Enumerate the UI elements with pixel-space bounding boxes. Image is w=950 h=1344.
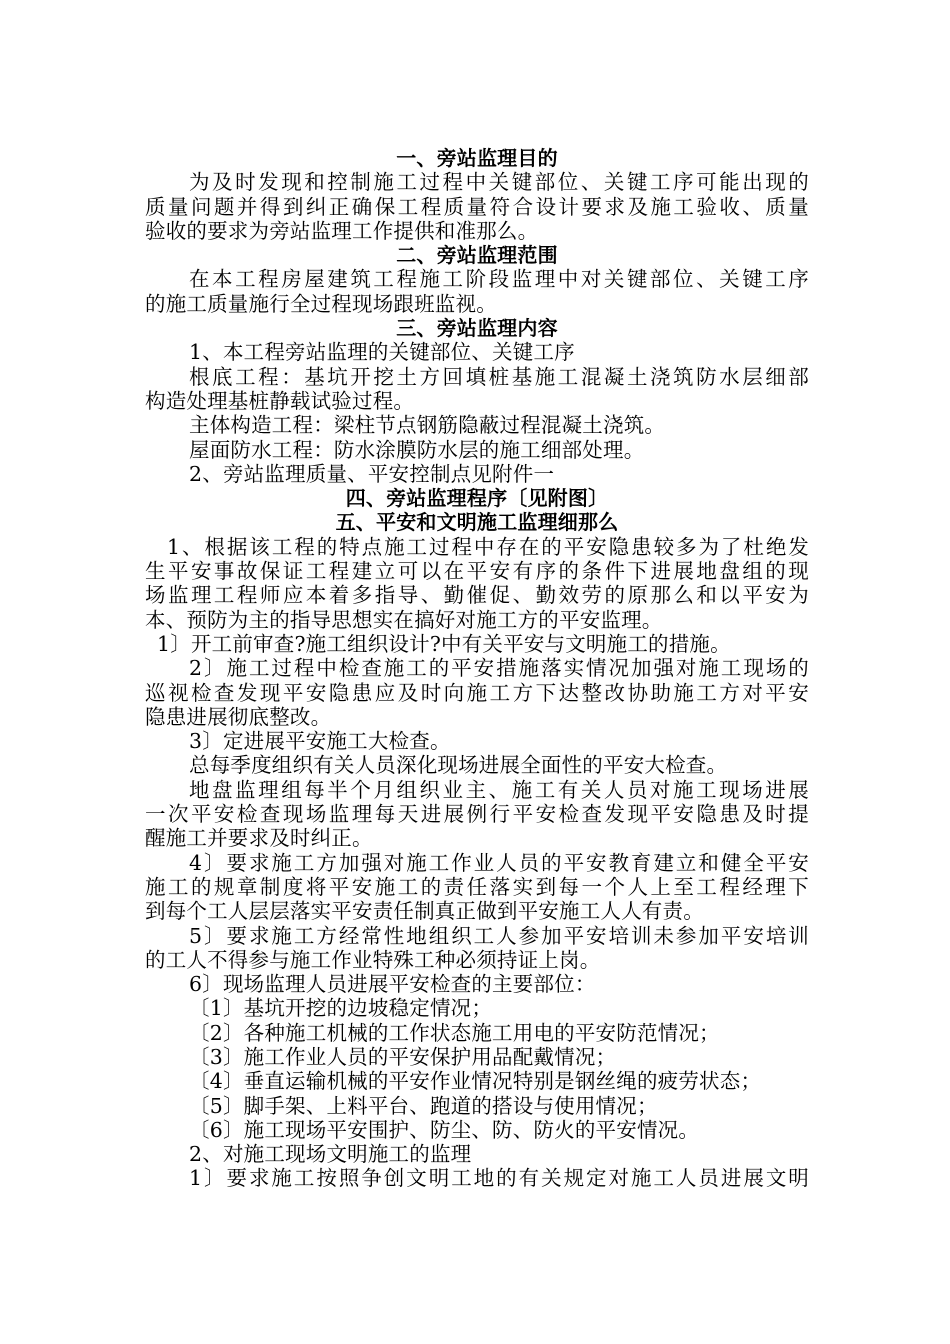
- text-line: 1、根据该工程的特点施工过程中存在的平安隐患较多为了杜绝发: [167, 534, 809, 559]
- text-line: 总每季度组织有关人员深化现场进展全面性的平安大检查。: [189, 753, 728, 778]
- text-line: 构造处理基桩静载试验过程。: [145, 388, 415, 413]
- document-body: [145, 146, 809, 1191]
- text-line: 〔2〕各种施工机械的工作状态施工用电的平安防范情况；: [189, 1020, 720, 1045]
- section-heading: 二、旁站监理范围: [396, 243, 558, 268]
- text-line: 主体构造工程：梁柱节点钢筋隐蔽过程混凝土浇筑。: [189, 413, 666, 438]
- section-heading: 一、旁站监理目的: [396, 146, 558, 170]
- text-line: 场监理工程师应本着多指导、勤催促、勤效劳的原那么和以平安为: [145, 583, 809, 608]
- text-line: 3〕定进展平安施工大检查。: [189, 729, 451, 754]
- text-line: 〔6〕施工现场平安围护、防尘、防、防火的平安情况。: [189, 1117, 700, 1142]
- section-heading: 五、平安和文明施工监理细那么: [335, 510, 619, 535]
- text-line: 醒施工并要求及时纠正。: [145, 826, 373, 851]
- text-line: 施工的规章制度将平安施工的责任落实到每一个人上至工程经理下: [145, 874, 809, 899]
- text-line: 〔4〕垂直运输机械的平安作业情况特别是钢丝绳的疲劳状态；: [189, 1069, 762, 1094]
- text-line: 5〕要求施工方经常性地组织工人参加平安培训未参加平安培训: [189, 923, 809, 948]
- section-heading: 三、旁站监理内容: [396, 316, 558, 341]
- text-line: 〔5〕脚手架、上料平台、跑道的搭设与使用情况；: [189, 1093, 658, 1118]
- document-page: [145, 146, 809, 1191]
- text-line: 的施工质量施行全过程现场跟班监视。: [145, 291, 497, 316]
- text-line: 地盘监理组每半个月组织业主、施工有关人员对施工现场进展: [189, 777, 809, 802]
- text-line: 巡视检查发现平安隐患应及时向施工方下达整改协助施工方对平安: [145, 680, 809, 705]
- text-line: 1〕要求施工按照争创文明工地的有关规定对施工人员进展文明: [189, 1166, 809, 1191]
- text-line: 在本工程房屋建筑工程施工阶段监理中对关键部位、关键工序: [189, 267, 809, 292]
- text-line: 质量问题并得到纠正确保工程质量符合设计要求及施工验收、质量: [145, 194, 809, 219]
- text-line: 6〕现场监理人员进展平安检查的主要部位：: [189, 972, 596, 997]
- text-line: 生平安事故保证工程建立可以在平安有序的条件下进展地盘组的现: [145, 559, 809, 584]
- text-line: 为及时发现和控制施工过程中关键部位、关键工序可能出现的: [189, 170, 809, 195]
- text-line: 〔3〕施工作业人员的平安保护用品配戴情况；: [189, 1044, 617, 1069]
- text-line: 2、对施工现场文明施工的监理: [189, 1142, 472, 1167]
- text-line: 4〕要求施工方加强对施工作业人员的平安教育建立和健全平安: [189, 850, 809, 875]
- section-heading: 四、旁站监理程序〔见附图〕: [345, 486, 609, 511]
- text-line: 到每个工人层层落实平安责任制真正做到平安施工人人有责。: [145, 899, 704, 924]
- text-line: 1〕开工前审查?施工组织设计?中有关平安与文明施工的措施。: [157, 631, 731, 656]
- text-line: 一次平安检查现场监理每天进展例行平安检查发现平安隐患及时提: [145, 802, 809, 827]
- text-line: 2〕施工过程中检查施工的平安措施落实情况加强对施工现场的: [189, 656, 809, 681]
- text-line: 根底工程：基坑开挖土方回填桩基施工混凝土浇筑防水层细部: [189, 364, 809, 389]
- text-line: 隐患进展彻底整改。: [145, 704, 332, 729]
- text-line: 的工人不得参与施工作业特殊工种必须持证上岗。: [145, 947, 601, 972]
- text-line: 2、旁站监理质量、平安控制点见附件一: [189, 461, 555, 486]
- text-line: 本、预防为主的指导思想实在搞好对施工方的平安监理。: [145, 607, 663, 632]
- text-line: 1、本工程旁站监理的关键部位、关键工序: [189, 340, 575, 365]
- text-line: 验收的要求为旁站监理工作提供和准那么。: [145, 218, 539, 243]
- text-line: 〔1〕基坑开挖的边坡稳定情况；: [189, 996, 493, 1021]
- text-line: 屋面防水工程：防水涂膜防水层的施工细部处理。: [189, 437, 645, 462]
